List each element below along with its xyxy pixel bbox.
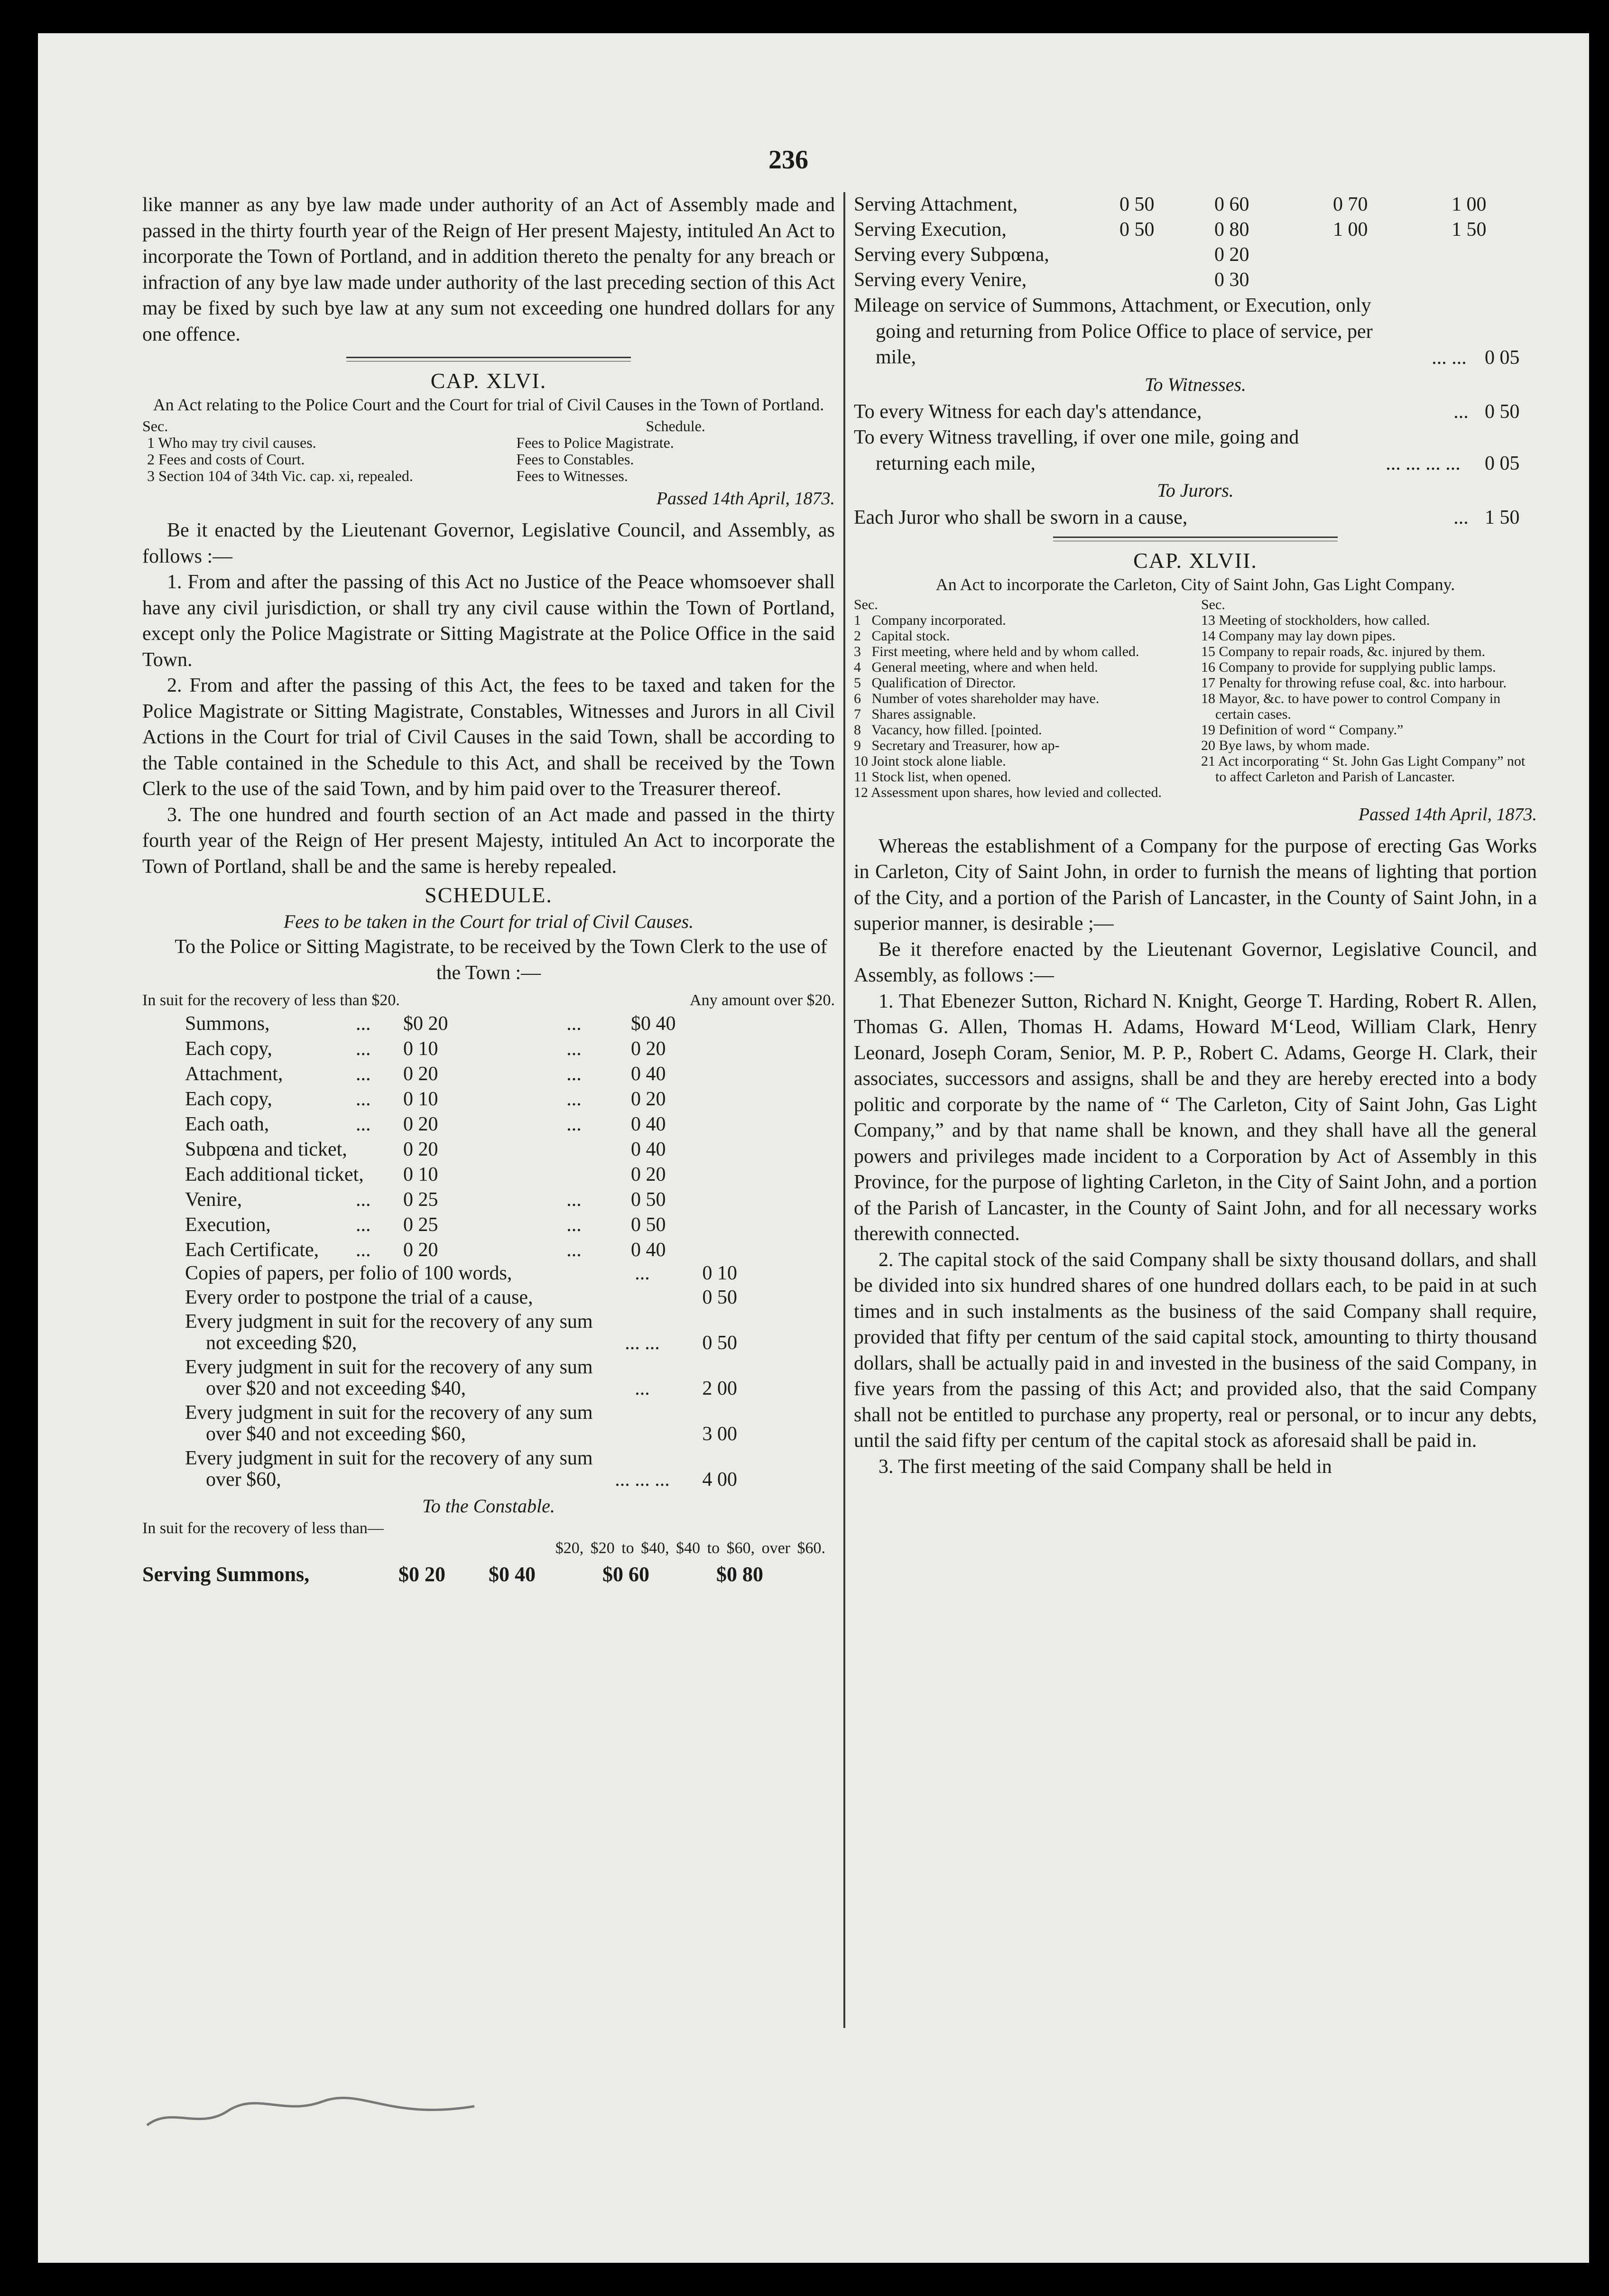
serving-v4: 1 50 [1452, 219, 1487, 241]
fee-dots: ... [356, 1063, 371, 1085]
serving-v4 [1452, 268, 1527, 293]
judgment-row [142, 1357, 835, 1399]
section-rule [346, 357, 631, 361]
toc-text: Mayor, &c. to have power to control Company in certain cases. [1215, 690, 1501, 722]
toc-text: Stock list, when opened. [871, 768, 1011, 785]
fee-item: Execution, [185, 1214, 271, 1236]
juror-value: 1 50 [1485, 507, 1520, 528]
serving-v4 [1452, 242, 1527, 268]
section-rule [1053, 537, 1338, 541]
fee-row [142, 1037, 835, 1062]
cap46-sec-1: 1 Who may try civil causes. [147, 434, 316, 451]
fee-less-20: 0 20 [403, 1113, 438, 1135]
constable-intro: In suit for the recovery of less than— [142, 1519, 384, 1537]
fee-dots: ... [566, 1189, 582, 1211]
cap47-passed: Passed 14th April, 1873. [1358, 804, 1537, 824]
toc-entry [854, 612, 1190, 628]
toc-number: 3 [854, 643, 861, 659]
toc-text: Qualification of Director. [871, 675, 1016, 691]
cap47-heading: CAP. XLVII. [1133, 548, 1258, 573]
fee-less-20: 0 25 [403, 1214, 438, 1236]
cap47-sec-label-left: Sec. [854, 596, 878, 612]
fee-over-20: 0 40 [631, 1113, 666, 1135]
toc-entry [854, 675, 1190, 691]
toc-text: Vacancy, how filled. [pointed. [871, 722, 1042, 738]
fee-over-20: 0 40 [631, 1139, 666, 1160]
fee-less-20: $0 20 [403, 1013, 448, 1035]
serving-summons-v1: $0 20 [398, 1563, 445, 1586]
fee-dots: ... [356, 1239, 371, 1261]
toc-text: Company to provide for supplying public lamps. [1219, 659, 1496, 675]
judgment-text: Every judgment in suit for the recovery of any sum over $20 and not exceeding $40, [185, 1356, 593, 1399]
fee-dots: ... [356, 1189, 371, 1211]
toc-text: Capital stock. [871, 628, 950, 644]
cap47-enact: Be it therefore enacted by the Lieutenant Governor, Legislative Council, and Assembly, as follows :— [854, 938, 1537, 986]
cap46-section-2: 2. From and after the passing of this Act, the fees to be taxed and taken for the Police Magistrate or Sitting Magistrate, Constables, Witnesses and Jurors in all Civil Actions in the Court for trial of Civil Causes in the said Town, shall be according to the Table contained in the Schedule to this Act, and shall be received by the Town Clerk to the use of the said Town, and by him paid over to the Treasurer thereof. [142, 675, 835, 800]
toc-entry [1201, 722, 1537, 738]
judgment-text: Every judgment in suit for the recovery of any sum over $40 and not exceeding $60, [185, 1402, 593, 1445]
toc-text: Shares assignable. [871, 706, 976, 722]
cap46-sched-2: Fees to Constables. [516, 451, 634, 468]
juror-text: Each Juror who shall be sworn in a cause, [854, 507, 1188, 528]
fee-over-20: 0 20 [631, 1164, 666, 1185]
fee-dots: ... [356, 1038, 371, 1060]
fee-less-20: 0 10 [403, 1038, 438, 1060]
toc-number: 14 [1201, 628, 1215, 644]
fee-over-20: 0 40 [631, 1239, 666, 1261]
toc-number: 4 [854, 659, 861, 675]
constable-heading: To the Constable. [422, 1495, 555, 1517]
fee-item: Summons, [185, 1013, 270, 1035]
toc-entry [1201, 612, 1537, 628]
fee-row [142, 1162, 835, 1187]
mileage-row [854, 293, 1537, 370]
magistrate-fee-table [142, 1011, 835, 1263]
fee-dots: ... [566, 1063, 582, 1085]
judgment-value: 0 10 [702, 1262, 737, 1284]
cap46-enact: Be it enacted by the Lieutenant Governor, Legislative Council, and Assembly, as follows :— [142, 519, 835, 567]
cap46-title: An Act relating to the Police Court and the Court for trial of Civil Causes in the Town of Portland. [153, 395, 824, 414]
fee-over-20: 0 50 [631, 1214, 666, 1236]
judgment-row [142, 1402, 835, 1445]
fee-columns-header [142, 990, 835, 1011]
toc-text: Meeting of stockholders, how called. [1219, 612, 1430, 628]
toc-text: Act incorporating “ St. John Gas Light Company” not to affect Carleton and Parish of Lancaster. [1215, 753, 1526, 785]
judgment-dots: ... [635, 1262, 650, 1284]
toc-text: Company to repair roads, &c. injured by them. [1219, 643, 1486, 659]
fee-item: Venire, [185, 1189, 242, 1211]
toc-entry [854, 753, 1190, 769]
fee-item: Each copy, [185, 1088, 272, 1110]
fee-over-20: $0 40 [631, 1013, 676, 1035]
witness-travel-text: To every Witness travelling, if over one mile, going and returning each mile, [854, 426, 1299, 474]
juror-row [854, 505, 1537, 531]
jurors-heading: To Jurors. [1157, 480, 1234, 501]
serving-summons-v2: $0 40 [489, 1563, 536, 1586]
fee-over-20: 0 20 [631, 1038, 666, 1060]
schedule-heading: SCHEDULE. [425, 883, 553, 907]
toc-entry [854, 785, 1190, 800]
toc-number: 16 [1201, 659, 1215, 675]
toc-entry [854, 706, 1190, 722]
fee-item: Each Certificate, [185, 1239, 319, 1261]
cap46-section-3: 3. The one hundred and fourth section of an Act made and passed in the thirty fourth year of the Reign of Her present Majesty, intituled An Act to incorporate the Town of Portland, shall be and the same is hereby repealed. [142, 804, 835, 878]
serving-v3: 1 00 [1333, 219, 1368, 241]
fee-dots [517, 1137, 631, 1162]
toc-number: 8 [854, 722, 861, 738]
judgment-row [142, 1263, 835, 1284]
serving-v1 [1119, 242, 1214, 268]
cap46-schedule-label: Schedule. [646, 417, 705, 435]
toc-entry [854, 644, 1190, 659]
cap46-toc [142, 418, 835, 484]
serving-item: Serving every Venire, [854, 269, 1027, 291]
judgment-dots: ... ... [625, 1332, 660, 1354]
serving-summons-v3: $0 60 [602, 1563, 649, 1586]
fee-item: Subpœna and ticket, [185, 1139, 347, 1160]
witness-attendance-row [854, 399, 1537, 425]
serving-v2: 0 30 [1214, 269, 1249, 291]
right-column [854, 192, 1537, 1480]
left-column [142, 192, 835, 1587]
toc-text: Company incorporated. [871, 612, 1006, 628]
juror-dots: ... [1453, 507, 1469, 528]
toc-number: 9 [854, 737, 861, 753]
serving-v3 [1333, 268, 1452, 293]
fee-row [142, 1187, 835, 1213]
toc-number: 12 [854, 784, 868, 800]
fee-dots: ... [566, 1038, 582, 1060]
witness-travel-row [854, 425, 1537, 476]
serving-row [854, 192, 1537, 217]
cap47-section-3: 3. The first meeting of the said Company shall be held in [878, 1455, 1332, 1478]
judgment-text: Every judgment in suit for the recovery of any sum over $60, [185, 1447, 593, 1491]
cap46-sec-label: Sec. [142, 417, 168, 435]
witness-attendance-dots: ... [1453, 400, 1469, 423]
witness-travel-value: 0 05 [1485, 452, 1520, 474]
toc-entry [1201, 628, 1537, 644]
fee-item: Attachment, [185, 1063, 283, 1085]
judgment-row [142, 1448, 835, 1491]
toc-number: 17 [1201, 675, 1215, 691]
toc-text: First meeting, where held and by whom called. [871, 643, 1139, 659]
judgment-text: Copies of papers, per folio of 100 words, [185, 1262, 512, 1284]
witness-attendance-value: 0 50 [1485, 400, 1520, 423]
fee-row [142, 1062, 835, 1087]
serving-row [854, 217, 1537, 242]
serving-v3 [1333, 242, 1452, 268]
fee-row [142, 1213, 835, 1238]
cap47-section-1: 1. That Ebenezer Sutton, Richard N. Knight, George T. Harding, Robert R. Allen, Thomas G. Allen, Thomas H. Adams, Howard M‘Leod, William Clark, Henry Leonard, Joseph Coram, Senior, M. P. P., Robert C. Adams, George H. Clark, their associates, successors and assigns, shall be and they are hereby erected into a body politic and corporate by the name of “ The Carleton, City of Saint John, Gas Light Company,” and by that name shall be known, and they shall have all the general powers and privileges made incident to a Corporation by Act of Assembly in this Province, for the purpose of lighting Carleton, in the City of Saint John, and a portion of the Parish of Lancaster, in the County of Saint John, and for all necessary works therewith connected. [854, 990, 1537, 1245]
toc-number: 15 [1201, 643, 1215, 659]
toc-text: Company may lay down pipes. [1219, 628, 1396, 644]
fee-dots: ... [566, 1239, 582, 1261]
constable-columns: $20, $20 to $40, $40 to $60, over $60. [555, 1539, 825, 1557]
toc-number: 5 [854, 675, 861, 691]
toc-entry [1201, 691, 1537, 722]
serving-v4: 1 00 [1452, 194, 1487, 215]
toc-number: 10 [854, 753, 868, 769]
constable-fee-table [854, 192, 1537, 293]
toc-number: 7 [854, 706, 861, 722]
toc-text: Assessment upon shares, how levied and collected. [870, 784, 1162, 800]
fee-dots [517, 1162, 631, 1187]
serving-v2: 0 80 [1214, 219, 1249, 241]
judgment-value: 0 50 [702, 1332, 737, 1354]
toc-number: 13 [1201, 612, 1215, 628]
fee-less-20: 0 20 [403, 1239, 438, 1261]
mileage-text: Mileage on service of Summons, Attachment, or Execution, only going and returning from Police Office to place of service, per mile, [854, 295, 1373, 368]
page-number: 236 [768, 145, 808, 175]
fee-row [142, 1087, 835, 1112]
judgment-dots: ... ... ... [615, 1469, 670, 1491]
fee-dots [356, 1137, 403, 1162]
judgment-dots: ... [635, 1378, 650, 1399]
serving-row [854, 268, 1537, 293]
cap46-sec-3: 3 Section 104 of 34th Vic. cap. xi, repealed. [147, 467, 413, 484]
toc-entry [1201, 675, 1537, 691]
fee-over-20: 0 50 [631, 1189, 666, 1211]
toc-entry [854, 722, 1190, 738]
judgment-row [142, 1287, 835, 1308]
fee-row [142, 1137, 835, 1162]
witness-attendance-text: To every Witness for each day's attendance, [854, 400, 1202, 423]
fee-row [142, 1011, 835, 1037]
toc-entry [1201, 753, 1537, 785]
toc-entry [1201, 659, 1537, 675]
cap46-sec-2: 2 Fees and costs of Court. [147, 451, 305, 468]
judgment-text: Every order to postpone the trial of a cause, [185, 1287, 533, 1308]
toc-number: 21 [1201, 753, 1215, 769]
fee-row [142, 1112, 835, 1137]
cap47-toc-left [854, 597, 1190, 800]
col-less-than-20: In suit for the recovery of less than $20. [142, 991, 400, 1009]
fee-row [142, 1238, 835, 1263]
toc-entry [854, 769, 1190, 785]
schedule-subtitle: Fees to be taken in the Court for trial of Civil Causes. [283, 911, 694, 932]
judgment-value: 2 00 [702, 1378, 737, 1399]
fee-dots: ... [566, 1214, 582, 1236]
serving-v1: 0 50 [1119, 194, 1155, 215]
fee-less-20: 0 10 [403, 1164, 438, 1185]
serving-item: Serving every Subpœna, [854, 244, 1049, 266]
fee-over-20: 0 40 [631, 1063, 666, 1085]
toc-number: 6 [854, 690, 861, 706]
serving-summons-v4: $0 80 [716, 1563, 763, 1586]
serving-item: Serving Attachment, [854, 194, 1018, 215]
toc-entry [854, 659, 1190, 675]
toc-number: 18 [1201, 690, 1215, 706]
col-over-20: Any amount over $20. [690, 991, 835, 1009]
intro-paragraph: like manner as any bye law made under authority of an Act of Assembly made and passed in the thirty fourth year of the Reign of Her present Majesty, intituled An Act to incorporate the Town of Portland, and in addition thereto the penalty for any breach or infraction of any bye law made under authority of the last preceding section of this Act may be fixed by such bye law at any sum not exceeding one hundred dollars for any one offence. [142, 194, 835, 345]
toc-entry [1201, 738, 1537, 753]
toc-text: General meeting, where and when held. [871, 659, 1098, 675]
fee-less-20: 0 20 [403, 1139, 438, 1160]
serving-v2: 0 20 [1214, 244, 1249, 266]
magistrate-intro: To the Police or Sitting Magistrate, to be received by the Town Clerk to the use of the Town :— [175, 936, 827, 984]
mileage-dots: ... ... [1432, 346, 1467, 369]
witness-travel-dots: ... ... ... ... [1386, 452, 1461, 474]
fee-dots [356, 1162, 403, 1187]
fee-dots: ... [566, 1113, 582, 1135]
fee-dots: ... [566, 1013, 582, 1035]
fee-less-20: 0 25 [403, 1189, 438, 1211]
cap46-passed: Passed 14th April, 1873. [656, 489, 835, 509]
cap46-sched-1: Fees to Police Magistrate. [516, 434, 674, 451]
toc-entry [854, 738, 1190, 753]
fee-dots: ... [356, 1214, 371, 1236]
toc-text: Joint stock alone liable. [871, 753, 1006, 769]
fee-less-20: 0 10 [403, 1088, 438, 1110]
cap47-title: An Act to incorporate the Carleton, City of Saint John, Gas Light Company. [935, 574, 1455, 594]
toc-entry [1201, 644, 1537, 659]
cap47-toc-right [1201, 597, 1537, 800]
witnesses-heading: To Witnesses. [1144, 373, 1247, 395]
fee-less-20: 0 20 [403, 1063, 438, 1085]
cap47-section-2: 2. The capital stock of the said Company shall be sixty thousand dollars, and shall be divided into six hundred shares of one hundred dollars each, to be paid in at such times and in such instalments as the business of the said Company shall require, provided that fifty per centum of the said capital stock, amounting to thirty thousand dollars, shall be actually paid in and invested in the business of the said Company, in five years from the passing of this Act; and provided also, that the said Company shall not be entitled to purchase any property, real or personal, or to incur any debts, until the said fifty per centum of the capital stock as aforesaid shall be paid in. [854, 1249, 1537, 1452]
mileage-value: 0 05 [1485, 346, 1520, 369]
toc-number: 19 [1201, 722, 1215, 738]
judgment-value: 0 50 [702, 1287, 737, 1308]
ink-scribble [142, 2087, 522, 2144]
toc-entry [854, 691, 1190, 706]
toc-number: 20 [1201, 737, 1215, 753]
fee-dots: ... [356, 1088, 371, 1110]
serving-v2: 0 60 [1214, 194, 1249, 215]
fee-dots: ... [566, 1088, 582, 1110]
serving-v1: 0 50 [1119, 219, 1155, 241]
judgment-fee-table [142, 1263, 835, 1491]
fee-item: Each oath, [185, 1113, 269, 1135]
serving-summons-row [142, 1562, 835, 1587]
serving-summons-label: Serving Summons, [142, 1563, 310, 1586]
toc-text: Definition of word “ Company.” [1219, 722, 1404, 738]
fee-dots: ... [356, 1013, 371, 1035]
fee-over-20: 0 20 [631, 1088, 666, 1110]
judgment-value: 3 00 [702, 1423, 737, 1445]
cap46-sched-3: Fees to Witnesses. [516, 467, 628, 484]
judgment-row [142, 1311, 835, 1354]
toc-text: Penalty for throwing refuse coal, &c. into harbour. [1219, 675, 1507, 691]
toc-text: Bye laws, by whom made. [1219, 737, 1370, 753]
column-divider [843, 192, 845, 2028]
serving-v1 [1119, 268, 1214, 293]
toc-text: Secretary and Treasurer, how ap- [871, 737, 1060, 753]
fee-dots: ... [356, 1113, 371, 1135]
toc-number: 1 [854, 612, 861, 628]
cap46-heading: CAP. XLVI. [430, 369, 547, 393]
serving-v3: 0 70 [1333, 194, 1368, 215]
fee-item: Each additional ticket, [185, 1164, 364, 1185]
cap46-section-1: 1. From and after the passing of this Act no Justice of the Peace whomsoever shall have any civil jurisdiction, or shall try any civil cause within the Town of Portland, except only the Police Magistrate or Sitting Magistrate at the Police Office in the said Town. [142, 571, 835, 671]
cap47-toc [854, 597, 1537, 800]
judgment-value: 4 00 [702, 1469, 737, 1491]
toc-number: 2 [854, 628, 861, 644]
toc-entry [854, 628, 1190, 644]
fee-item: Each copy, [185, 1038, 272, 1060]
serving-item: Serving Execution, [854, 219, 1007, 241]
cap47-sec-label-right: Sec. [1201, 596, 1225, 612]
judgment-text: Every judgment in suit for the recovery of any sum not exceeding $20, [185, 1311, 593, 1354]
serving-row [854, 242, 1537, 268]
toc-number: 11 [854, 768, 868, 785]
toc-text: Number of votes shareholder may have. [871, 690, 1100, 706]
cap47-whereas: Whereas the establishment of a Company for the purpose of erecting Gas Works in Carleton, City of Saint John, in order to furnish the means of lighting that portion of the City, and a portion of the Parish of Lancaster, in the County of Saint John, in a superior manner, is desirable ;— [854, 835, 1537, 935]
